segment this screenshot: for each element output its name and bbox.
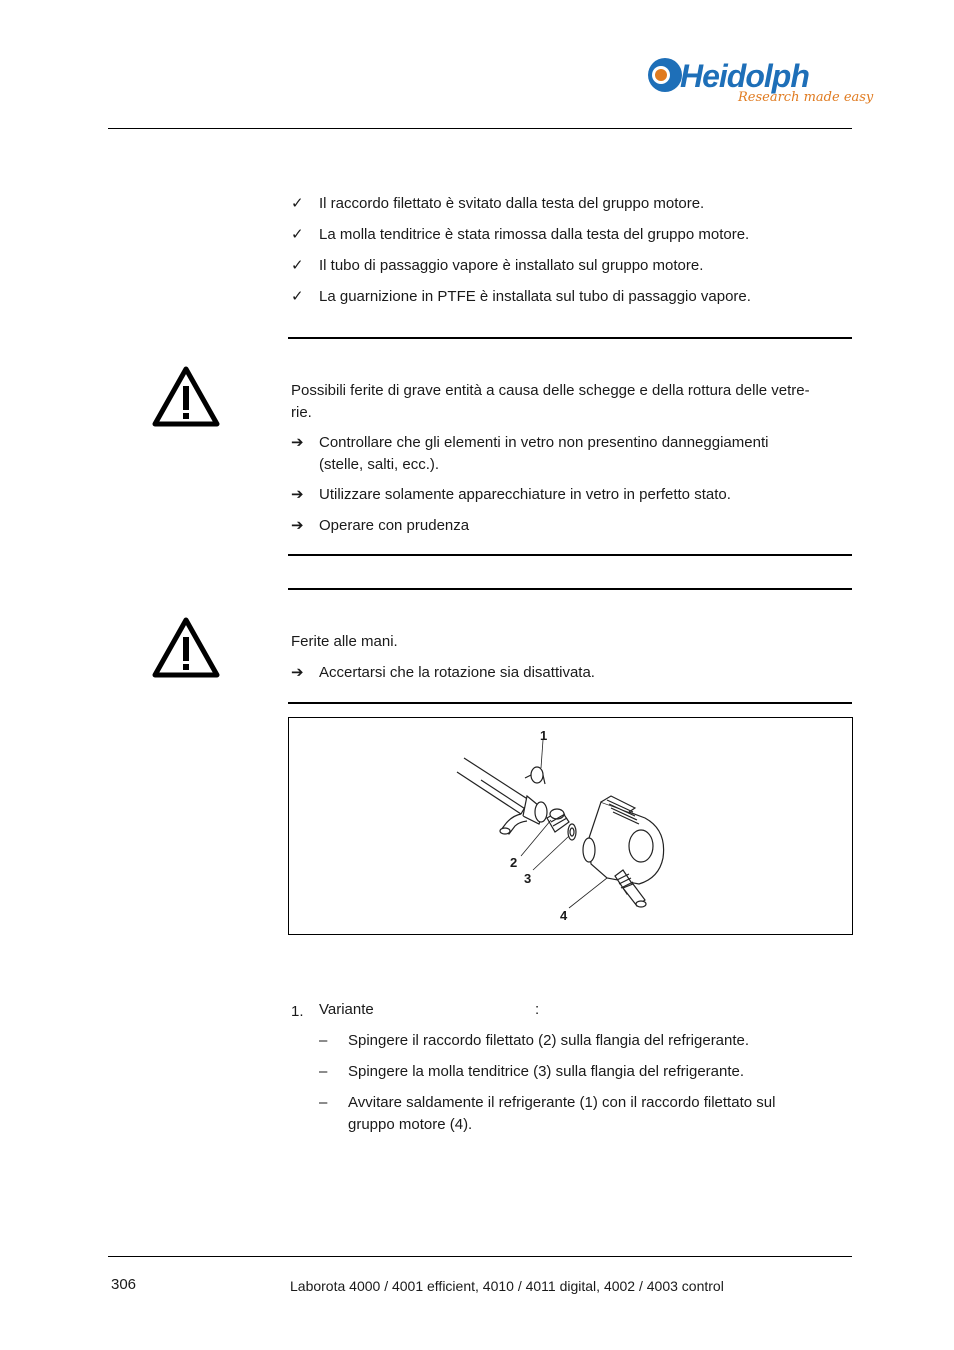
arrow-right-icon: ➔ <box>291 664 304 681</box>
step-number: 1. <box>291 1003 304 1020</box>
warning-triangle-icon <box>152 366 220 428</box>
callout-label: 2 <box>510 855 518 870</box>
check-icon: ✓ <box>291 257 304 274</box>
callout-label: 3 <box>524 871 532 886</box>
warning-bottom-rule <box>288 554 852 556</box>
condenser-assembly-drawing <box>289 718 852 934</box>
warning-top-rule <box>288 588 852 590</box>
callout-label: 4 <box>560 908 568 923</box>
warning-triangle-icon <box>152 617 220 679</box>
list-item-text: Il raccordo filettato è svitato dalla testa del gruppo motore. <box>319 195 705 212</box>
header-rule <box>108 128 852 129</box>
list-item-text: La guarnizione in PTFE è installata sul tubo di passaggio vapore. <box>319 288 751 305</box>
check-icon: ✓ <box>291 226 304 243</box>
arrow-right-icon: ➔ <box>291 486 304 503</box>
dash-marker: – <box>319 1032 328 1049</box>
dash-marker: – <box>319 1094 328 1111</box>
callout-label: 1 <box>540 728 548 743</box>
check-icon: ✓ <box>291 195 304 212</box>
dash-marker: – <box>319 1063 328 1080</box>
step-variant-label: Variante <box>319 1001 374 1018</box>
heidolph-logo-icon <box>646 56 684 94</box>
assembly-figure <box>288 717 853 935</box>
arrow-right-icon: ➔ <box>291 434 304 451</box>
footer-rule <box>108 1256 852 1257</box>
brand-tagline: Research made easy <box>738 90 874 105</box>
brand-name: Heidolph <box>680 58 809 94</box>
arrow-right-icon: ➔ <box>291 517 304 534</box>
step-variant-colon: : <box>535 1001 540 1018</box>
document-title: Laborota 4000 / 4001 efficient, 4010 / 4011 digital, 4002 / 4003 control <box>290 1278 724 1294</box>
warning-bottom-rule <box>288 702 852 704</box>
list-item-text: Il tubo di passaggio vapore è installato sul gruppo motore. <box>319 257 704 274</box>
warning-hazard-text: Ferite alle mani. <box>291 633 398 650</box>
check-icon: ✓ <box>291 288 304 305</box>
page-number: 306 <box>111 1276 137 1293</box>
list-item-text: La molla tenditrice è stata rimossa dalla testa del gruppo motore. <box>319 226 750 243</box>
warning-top-rule <box>288 337 852 339</box>
